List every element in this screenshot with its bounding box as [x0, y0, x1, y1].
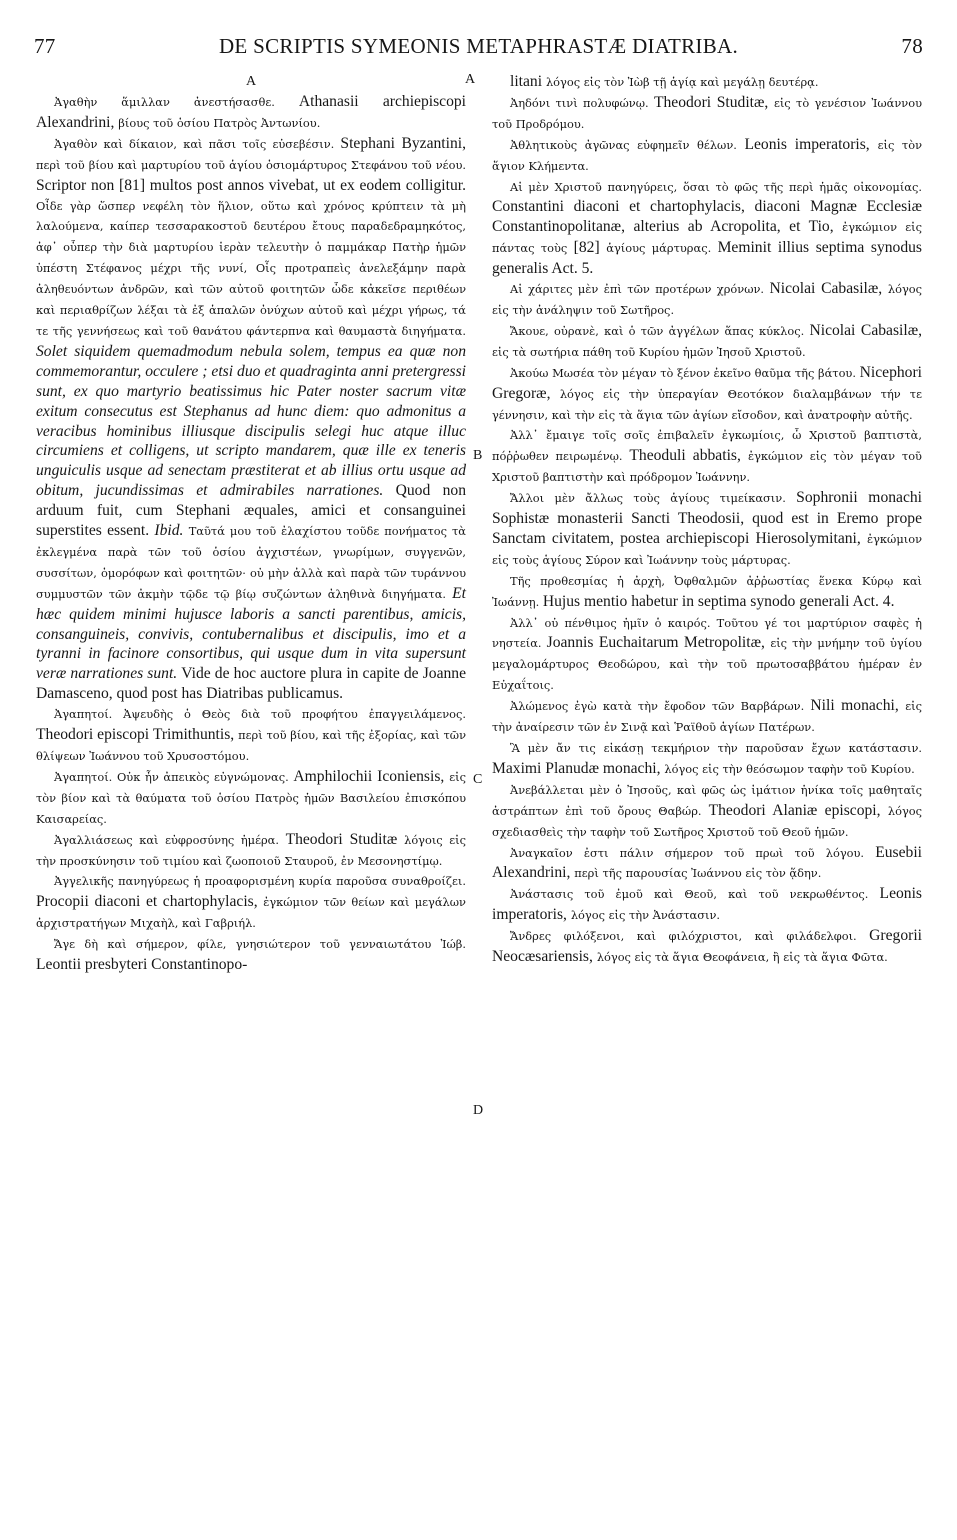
column-letter-a: A	[245, 74, 257, 89]
greek-text: Ἃ μὲν ἄν τις εἰκάσῃ τεκμήριον τὴν παροῦσαν ἔχων κατάστασιν.	[510, 741, 922, 755]
left-column-body	[36, 92, 466, 975]
greek-text: Ἄκουε, οὐρανὲ, καὶ ὁ τῶν ἀγγέλων ἅπας κύκλος.	[510, 323, 810, 338]
latin-text: Constantini diaconi et chartophylacis, diaconi Magnæ Ecclesiæ Constantinopolitanæ, alterius ab Acropolita, et Tio,	[492, 198, 922, 236]
latin-text: Quod non arduum fuit, cum Stephani æquales, amici et consanguinei superstites essent.	[36, 482, 466, 540]
greek-text: λόγοις εἰς τὴν προσκύνησιν τοῦ τιμίου καὶ ζωοποιοῦ Σταυροῦ, ἐν Μεσονηστίμῳ.	[36, 832, 467, 868]
entry-paragraph	[492, 926, 922, 968]
entry-paragraph	[36, 92, 466, 134]
entry-paragraph	[492, 363, 922, 426]
entry-paragraph	[492, 613, 922, 697]
right-column	[492, 72, 922, 968]
entry-paragraph	[492, 279, 922, 321]
greek-text: περὶ τοῦ βίου, καὶ τῆς ἐξορίας, καὶ τῶν θλίψεων Ἰωάννου τοῦ Χρυσοστόμου.	[36, 728, 467, 763]
greek-text: Ἀγαλλιάσεως καὶ εὐφροσύνης ἡμέρα.	[54, 832, 286, 847]
entry-paragraph	[36, 871, 466, 934]
greek-text: εἰς τὸ γενέσιον Ἰωάννου τοῦ Προδρόμου.	[492, 95, 922, 131]
latin-translation: Solet siquidem quemadmodum nebula solem, tempus ea quæ non commemorantur, occulere ; etsi duo et quadraginta anni pretergressi sunt, ex quo martyrio beatissimus hic Pater noster sacrum vitæ exitum consecutus est Stephanus ad hunc diem: quo admonitus a veracibus hominibus illiusque discipulis selegi huc atque illuc circumiens et colligens, ut scripto mandarem, quæ ille ex teneris unguiculis usque ad senectam præstiterat et ab illius ortu usque ad obitum, jucundissimas et admirabiles narrationes.	[36, 342, 466, 500]
greek-text: λόγος εἰς τὴν ὑπεραγίαν Θεοτόκον διαλαμβάνων τήν τε γέννησιν, καὶ τὴν εἰς τὰ ἅγια τῶν ἁγίων εἴσοδον, καὶ ἀνατροφὴν αὐτῆς.	[492, 386, 922, 422]
greek-text: ἁγίους μάρτυρας.	[606, 241, 718, 256]
latin-text: Meminit illius septima synodus generalis Act. 5.	[492, 239, 923, 278]
greek-text: λόγος εἰς τὴν Ἀνάστασιν.	[570, 908, 721, 923]
entry-paragraph	[492, 488, 922, 571]
greek-text: λόγος σχεδιασθεὶς τὴν ταφὴν τοῦ Σωτῆρος Χριστοῦ τοῦ Θεοῦ ἡμῶν.	[492, 803, 922, 839]
margin-letter-c: C	[473, 772, 483, 787]
entry-paragraph	[492, 884, 922, 926]
greek-text: εἰς τὴν μνήμην τοῦ ὑγίου μεγαλομάρτυρος Θεοδώρου, καὶ τὴν τοῦ πρωτοσαββάτου ἡμέραν ἐν Εὐχαΐτοις.	[492, 636, 922, 693]
greek-text: Τῆς προθεσμίας ἡ ἀρχὴ, Ὀφθαλμῶν ἀῤῥωστίας ἕνεκα Κύρῳ καὶ Ἰωάννῃ.	[492, 573, 922, 609]
greek-text: Ταῦτά μου τοῦ ἐλαχίστου τοῦδε πονήματος τὰ ἐκλεγμένα παρὰ τῶν τοῦ ὁσίου ἀγχιστέων, γνωρίμων, συγγενῶν, συσσίτων, ὁμορόφων καὶ φοιτητῶν· οὐ μὴν ἀλλὰ καὶ παρὰ τῶν τυράννου συμμυστῶν τῶν ἀκμὴν τῷδε τῷ βίῳ συζώντων ἀληθινὰ διηγήματα.	[36, 524, 466, 601]
running-title: DE SCRIPTIS SYMEONIS METAPHRASTÆ DIATRIBA.	[218, 34, 739, 58]
greek-text: Ἀγαθὸν καὶ δίκαιον, καὶ πᾶσι τοῖς εὐσεβέσιν.	[54, 136, 341, 151]
greek-text: Αἱ μὲν Χριστοῦ πανηγύρεις, ὅσαι τὸ φῶς τῆς περὶ ἡμᾶς οἰκονομίας.	[510, 179, 922, 194]
margin-letter-a: A	[465, 72, 476, 87]
margin-letter-b: B	[473, 448, 483, 463]
latin-text: Amphilochii Iconiensis,	[293, 767, 450, 785]
latin-text: Leonis imperatoris,	[744, 135, 878, 153]
entry-paragraph	[492, 72, 922, 93]
latin-text: Nicolai Cabasilæ,	[769, 280, 888, 298]
latin-text: Sophronii monachi Sophistæ monasterii Sancti Theodosii, quod est in Eremo prope Sanctam civitatem, postea archiepiscopi Hierosolymitani,	[492, 489, 923, 547]
greek-text: Ἀγγελικῆς πανηγύρεως ἡ προαφορισμένη κυρία παροῦσα συναθροίζει.	[54, 874, 466, 889]
latin-text: Joannis Euchaitarum Metropolitæ,	[546, 634, 771, 652]
latin-text: Scriptor non [81] multos post annos vivebat, ut ex eodem colligitur.	[36, 176, 466, 194]
greek-text: Ἀναγκαῖον ἐστι πάλιν σήμερον τοῦ πρωὶ τοῦ λόγου.	[510, 845, 876, 860]
entry-paragraph	[492, 843, 922, 885]
latin-text: litani	[510, 73, 546, 90]
greek-text: ἐγκώμιον εἰς τοὺς ἁγίους Σύρον καὶ Ἰωάννην τοὺς μάρτυρας.	[492, 531, 922, 567]
greek-text: εἰς τὸν βίον καὶ τὰ θαύματα τοῦ ὁσίου Πατρὸς ἡμῶν Βασιλείου ἐπισκόπου Καισαρείας.	[36, 769, 466, 826]
greek-text: Ἀλλ᾽ οὐ πένθιμος ἡμῖν ὁ καιρός. Τοῦτου γέ τοι μαρτύριον σαφὲς ἡ νηστεία.	[492, 615, 922, 651]
entry-paragraph	[492, 135, 922, 177]
latin-text: Hujus mentio habetur in septima synodo generali Act. 4.	[542, 592, 895, 610]
latin-text: Gregorii Neocæsariensis,	[492, 927, 922, 966]
latin-text: Nicephori Gregoræ,	[492, 363, 922, 402]
greek-text: εἰς τὰ σωτήρια πάθη τοῦ Κυρίου ἡμῶν Ἰησοῦ Χριστοῦ.	[492, 344, 806, 359]
latin-text: Nicolai Cabasilæ,	[809, 321, 922, 339]
latin-text: Theodori episcopi Trimithuntis,	[36, 726, 239, 744]
right-column-body	[492, 72, 922, 968]
greek-text: Ἀκούω Μωσέα τὸν μέγαν τὸ ξένον ἐκεῖνο θαῦμα τῆς βάτου.	[510, 365, 860, 380]
latin-text: Vide de hoc auctore plura in capite de Joanne Damasceno, quod post has Diatribas publicamus.	[36, 665, 467, 703]
entry-paragraph	[492, 177, 922, 280]
left-column	[36, 72, 466, 975]
latin-translation: Ibid.	[154, 522, 189, 540]
greek-text: Ἀγαπητοί. Οὐκ ἦν ἀπεικὸς εὐγνώμονας.	[54, 769, 294, 784]
entry-paragraph	[492, 696, 922, 738]
greek-text: Οἶδε γὰρ ὥσπερ νεφέλη τὸν ἥλιον, οὕτω καὶ χρόνος κρύπτειν τὰ μὴ λαλούμενα, καίπερ τεσσαρακοστοῦ δευτέρου ἔτους παραδεδραμηκότος, ἀφ᾽ οὗπερ τὴν διὰ μαρτυρίου ἱερὰν τελευτὴν ὁ παμμάκαρ Πατὴρ ἡμῶν ὑπέστη Στέφανος μέχρι τῆς νυνί, Οἷς προτραπεὶς ἀνελεξάμην παρὰ ἀληθευόντων ἀνδρῶν, καὶ τῶν αὐτοῦ φοιτητῶν ὧδε κἀκεῖσε περιθέων καὶ περιαθρίζων λέξαι τὰ ἐξ ἁπαλῶν ὀνύχων αὐτοῦ καὶ μέχρι γήρως, τά τε τῆς γεννήσεως καὶ τοῦ θανάτου φάντερπνα καὶ θαυμαστὰ διηγήματα.	[36, 198, 466, 338]
greek-text: λόγος εἰς τὸν Ἰὼβ τῇ ἁγίᾳ καὶ μεγάλῃ δευτέρᾳ.	[545, 75, 819, 89]
greek-text: ἐγκώμιον εἰς πάντας τοὺς	[492, 220, 922, 256]
entry-paragraph	[492, 425, 922, 488]
greek-text: ἐγκώμιον τῶν θείων καὶ μεγάλων ἀρχιστρατήγων Μιχαὴλ, καὶ Γαβριήλ.	[36, 895, 466, 931]
latin-translation: Et hæc quidem minimi hujusce laboris a sancti parentibus, amicis, consanguineis, convivis, contubernalibus et discipulis, imo et a tyranni in facinore consortibus, qui usque dum in vita supersunt veræ narrationes sunt.	[36, 584, 466, 683]
margin-letter-d: D	[473, 1103, 484, 1118]
greek-text: Ἀγαθὴν ἅμιλλαν ἀνεστήσασθε.	[54, 95, 299, 109]
entry-paragraph	[36, 934, 466, 975]
greek-text: εἰς τὴν ἀναίρεσιν τῶν ἐν Σινᾷ καὶ Ῥαϊθοῦ ἁγίων Πατέρων.	[492, 699, 922, 735]
latin-text: Maximi Planudæ monachi,	[492, 759, 665, 777]
greek-text: Ἀλώμενος ἐγὼ κατὰ τὴν ἔφοδον τῶν Βαρβάρων.	[510, 699, 811, 714]
greek-text: λόγος εἰς τὴν ἀνάληψιν τοῦ Σωτῆρος.	[492, 282, 922, 317]
entry-paragraph	[492, 571, 922, 613]
greek-text: εἰς τὸν ἅγιον Κλήμεντα.	[492, 137, 923, 173]
latin-text: Athanasii archiepiscopi Alexandrini,	[36, 93, 467, 131]
greek-text: Ἀνεβάλλεται μὲν ὁ Ἰησοῦς, καὶ φῶς ὡς ἱμάτιον ἡνίκα τοῖς μαθηταῖς ἀστράπτων ἐπὶ τοῦ ὄρους Θαβώρ.	[492, 782, 922, 818]
entry-paragraph	[492, 780, 922, 843]
greek-text: Αἱ χάριτες μὲν ἐπὶ τῶν προτέρων χρόνων.	[510, 282, 770, 297]
greek-text: Ἀγαπητοί. Ἀψευδὴς ὁ Θεὸς διὰ τοῦ προφήτου ἐπαγγειλάμενος.	[54, 707, 466, 722]
latin-text: Theodori Alaniæ episcopi,	[708, 801, 888, 819]
latin-text: Leontii presbyteri Constantinopo-	[36, 956, 248, 974]
latin-text: Theodori Studitæ,	[653, 93, 774, 111]
latin-text: [82]	[573, 239, 607, 257]
entry-paragraph	[36, 830, 466, 872]
entry-paragraph	[36, 767, 466, 830]
entry-paragraph	[492, 738, 922, 780]
greek-text: Ἀηδόνι τινὶ πολυφώνῳ.	[510, 95, 654, 110]
greek-text: Ἄλλοι μὲν ἄλλως τοὺς ἁγίους τιμείκασιν.	[510, 491, 797, 506]
greek-text: Ἀλλ᾽ ἔμαιγε τοῖς σοῖς ἐπιβαλεῖν ἐγκωμίοις, ὦ Χριστοῦ βαπτιστὰ, πόῤῥωθεν πειρωμένῳ.	[492, 428, 922, 464]
latin-text: Theodori Studitæ	[285, 830, 405, 848]
entry-paragraph	[36, 704, 466, 767]
greek-text: περὶ τοῦ βίου καὶ μαρτυρίου τοῦ ἁγίου ὁσιομάρτυρος Στεφάνου τοῦ νέου.	[36, 157, 466, 172]
page-number-right: 78	[901, 34, 923, 58]
greek-text: λόγος εἰς τὴν θεόσωμον ταφὴν τοῦ Κυρίου.	[664, 761, 915, 776]
greek-text: Ἀνάστασις τοῦ ἐμοῦ καὶ Θεοῦ, καὶ τοῦ νεκρωθέντος.	[510, 887, 880, 902]
page-number-left: 77	[34, 34, 56, 58]
greek-text: Ἄνδρες φιλόξενοι, καὶ φιλόχριστοι, καὶ φιλάδελφοι.	[510, 929, 870, 944]
greek-text: περὶ τῆς παρουσίας Ἰωάννου εἰς τὸν ᾅδην.	[574, 866, 822, 881]
running-header	[30, 34, 927, 64]
latin-text: Eusebii Alexandrini,	[492, 843, 922, 882]
entry-paragraph	[492, 93, 922, 135]
latin-text: Theoduli abbatis,	[629, 447, 748, 465]
entry-paragraph	[36, 134, 466, 704]
latin-text: Procopii diaconi et chartophylacis,	[36, 893, 264, 911]
greek-text: λόγος εἰς τὰ ἅγια Θεοφάνεια, ἢ εἰς τὰ ἅγια Φῶτα.	[596, 950, 888, 965]
greek-text: βίους τοῦ ὁσίου Πατρὸς Ἀντωνίου.	[118, 115, 321, 130]
greek-text: Ἄγε δὴ καὶ σήμερον, φίλε, γνησιώτερον τοῦ γενναιωτάτου Ἰώβ.	[54, 937, 466, 952]
latin-text: Leonis imperatoris,	[492, 885, 922, 924]
greek-text: Ἀθλητικοὺς ἀγῶνας εὐφημεῖν θέλων.	[510, 137, 745, 152]
entry-paragraph	[492, 321, 922, 363]
latin-text: Stephani Byzantini,	[340, 134, 466, 152]
greek-text: ἐγκώμιον εἰς τὸν μέγαν τοῦ Χριστοῦ βαπτιστὴν καὶ πρόδρομον Ἰωάννην.	[492, 449, 922, 485]
latin-text: Nili monachi,	[810, 697, 906, 715]
